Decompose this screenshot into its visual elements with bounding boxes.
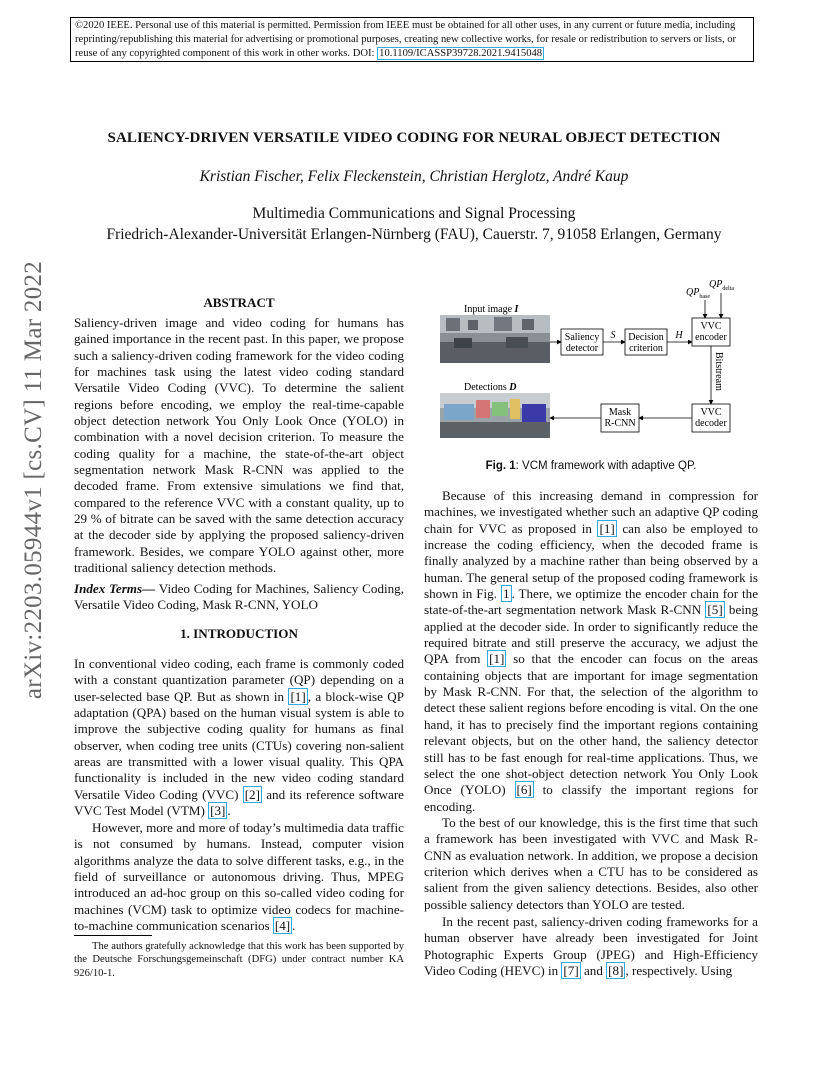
paper-title: SALIENCY-DRIVEN VERSATILE VIDEO CODING FOR NEURAL OBJECT DETECTION [107,130,721,146]
abstract-heading: ABSTRACT [203,295,275,310]
right-paragraph-3 [424,914,758,979]
decision-criterion-label: criterion [629,343,663,354]
detections-label: Detections D [464,382,517,393]
arxiv-id: arXiv:2203.05944v1 [cs.CV] 11 Mar 2022 [20,260,47,700]
affiliation-line-1: Multimedia Communications and Signal Processing [252,205,576,222]
mask-rcnn-label: Mask [608,407,632,418]
vvc-encoder-label: VVC [700,321,722,332]
intro-p2-text: However, more and more of today’s multimedia data traffic is not consumed by humans. Instead, computer vision algorithms analyze the data to solve different tasks, e.g., in the field of surveillance or autonomous driving. Thus, MPEG introduced an ad-hoc group on this so-called video coding for machines (VCM) task to optimize video codecs for machine-to-machine communication scenarios [74,820,404,934]
intro-p1-text: . [227,803,231,819]
copyright-notice [70,17,754,62]
citation-link[interactable]: [7] [563,963,579,979]
intro-paragraph-1 [74,656,404,819]
intro-p2-text: . [292,918,296,934]
s-label: S [610,330,616,341]
figure-caption-label: Fig. 1 [485,460,516,472]
mask-rcnn-label: R-CNN [604,418,636,429]
intro-paragraph-2 [74,820,404,934]
affiliation-line-2: Friedrich-Alexander-Universität Erlangen-Nürnberg (FAU), Cauerstr. 7, 91058 Erlangen, Germany [106,226,722,243]
paragraph-text: so that the encoder can focus on the areas containing objects that are important for image segmentation by Mask R-CNN. For that, the selection of the algorithm to detect these salient regions before encoding is vital. On the one hand, it has to precisely find the important regions containing relevant objects, but on the other hand, the saliency detector still has to be fast enough for real-time applications. Thus, we select the one shot-object detection network You Only Look Once (YOLO) [424,651,758,798]
vvc-decoder-label: decoder [695,418,727,429]
paragraph-text: . There, we optimize the encoder chain for the state-of-the-art segmentation network Mask R-CNN [424,586,759,618]
citation-link[interactable]: [6] [516,782,532,798]
input-image-label: Input image I [464,304,519,315]
abstract-body: Saliency-driven image and video coding for humans has gained importance in the recent past. In this paper, we propose such a saliency-driven coding framework for the video coding for machines task using the latest video coding standard Versatile Video Coding (VVC). To determine the salient regions before encoding, we employ the real-time-capable object detection network You Only Look Once (YOLO) in combination with a novel decision criterion. To measure the coding quality for a machine, the state-of-the-art object segmentation network Mask R-CNN was applied to the decoded frame. From extensive simulations we find that, compared to the reference VVC with a constant quality, up to 29 % of bitrate can be saved with the same detection accuracy at the decoder side by applying the proposed saliency-driven framework. Besides, we compare YOLO against other, more traditional saliency detection methods. [74,315,404,576]
vvc-decoder-label: VVC [700,407,722,418]
qp-delta-label: $QP_{delta}$ [709,280,735,292]
paragraph-text: and [580,963,607,979]
index-terms [74,581,404,614]
paragraph-text: In the recent past, saliency-driven coding frameworks for a human observer have already been investigated for Joint Photographic Experts Group (JPEG) and High-Efficiency Video Coding (HEVC) in [424,914,758,979]
citation-link[interactable]: [1] [599,520,615,536]
figure-link[interactable]: 1 [502,586,510,602]
citation-link[interactable]: [4] [274,918,291,934]
paragraph-text: Because of this increasing demand in compression for machines, we investigated whether such an adaptive QP coding chain for VVC as proposed in [424,488,758,536]
h-label: H [675,330,683,341]
paragraph-text: , respectively. Using [625,963,733,979]
detections-thumbnail [440,393,550,438]
index-terms-label: Index Terms— [74,581,156,596]
citation-link[interactable]: [2] [244,786,260,802]
citation-link[interactable]: [5] [707,602,723,618]
figure-caption-text: : VCM framework with adaptive QP. [515,460,697,472]
input-image-thumbnail [440,315,550,363]
figure-caption [424,460,758,472]
bitstream-label: Bitstream [713,352,724,391]
introduction-heading: 1. INTRODUCTION [180,626,298,641]
paragraph-text: can also be employed to increase the coding efficiency, when the decoded frame is finally analyzed by a machine rather than being observed by a human. The general setup of the proposed coding framework is shown in Fig. [424,520,758,602]
citation-link[interactable]: [1] [290,688,306,704]
citation-link[interactable]: [1] [489,651,505,667]
saliency-detector-label: Saliency [564,332,600,343]
citation-link[interactable]: [8] [608,963,624,979]
vcm-framework-figure [424,280,758,440]
right-paragraph-1 [424,488,758,815]
decision-criterion-label: Decision [628,332,664,343]
doi-link[interactable]: 10.1109/ICASSP39728.2021.9415048 [379,48,543,60]
paragraph-text: being applied at the decoder side. In order to significantly reduce the required bitrate and still preserve the accuracy, we adjust the QPA from [424,602,758,667]
intro-p1-text: , a block-wise QP adaptation (QPA) based on the human visual system is able to improve the subjective coding quality for humans as final observer, when coding tree units (CTUs) covering non-salient areas are transmitted with a lower visual quality. This QPA functionality is included in the new video coding standard Versatile Video Coding (VVC) [74,688,404,802]
qp-base-label: $QP_{base}$ [686,287,711,300]
footnote: The authors gratefully acknowledge that this work has been supported by the Deutsche Forschungsgemeinschaft (DFG) under contract number KA 926/10-1. [74,941,404,979]
citation-link[interactable]: [3] [210,803,226,819]
paragraph-text: to classify the important regions for encoding. [424,782,759,814]
intro-p1-text: In conventional video coding, each frame is commonly coded with a constant quantization parameter (QP) depending on a user-selected base QP. But as shown in [74,656,404,704]
saliency-detector-label: detector [565,343,599,354]
arxiv-stamp [10,260,58,700]
intro-p1-text: and its reference software VVC Test Model (VTM) [74,786,404,819]
footnote-divider [74,935,152,936]
index-terms-text: Video Coding for Machines, Saliency Coding, Versatile Video Coding, Mask R-CNN, YOLO [74,581,404,613]
vvc-encoder-label: encoder [695,332,727,343]
copyright-text: ©2020 IEEE. Personal use of this material is permitted. Permission from IEEE must be obtained for all other uses, in any current or future media, including reprinting/republishing this material for advertising or promotional purposes, creating new collective works, for resale or redistribution to servers or lists, or reuse of any copyrighted component of this work in other works. DOI: [75,20,737,60]
right-paragraph-2: To the best of our knowledge, this is the first time that such a framework has been investigated with VVC and Mask R-CNN as evaluation network. In addition, we propose a decision criterion which derives when a CTU has to be considered as salient from the given saliency detections. Besides, also other possible saliency detectors than YOLO are tested. [424,815,758,912]
author-list: Kristian Fischer, Felix Fleckenstein, Christian Herglotz, André Kaup [199,168,629,185]
